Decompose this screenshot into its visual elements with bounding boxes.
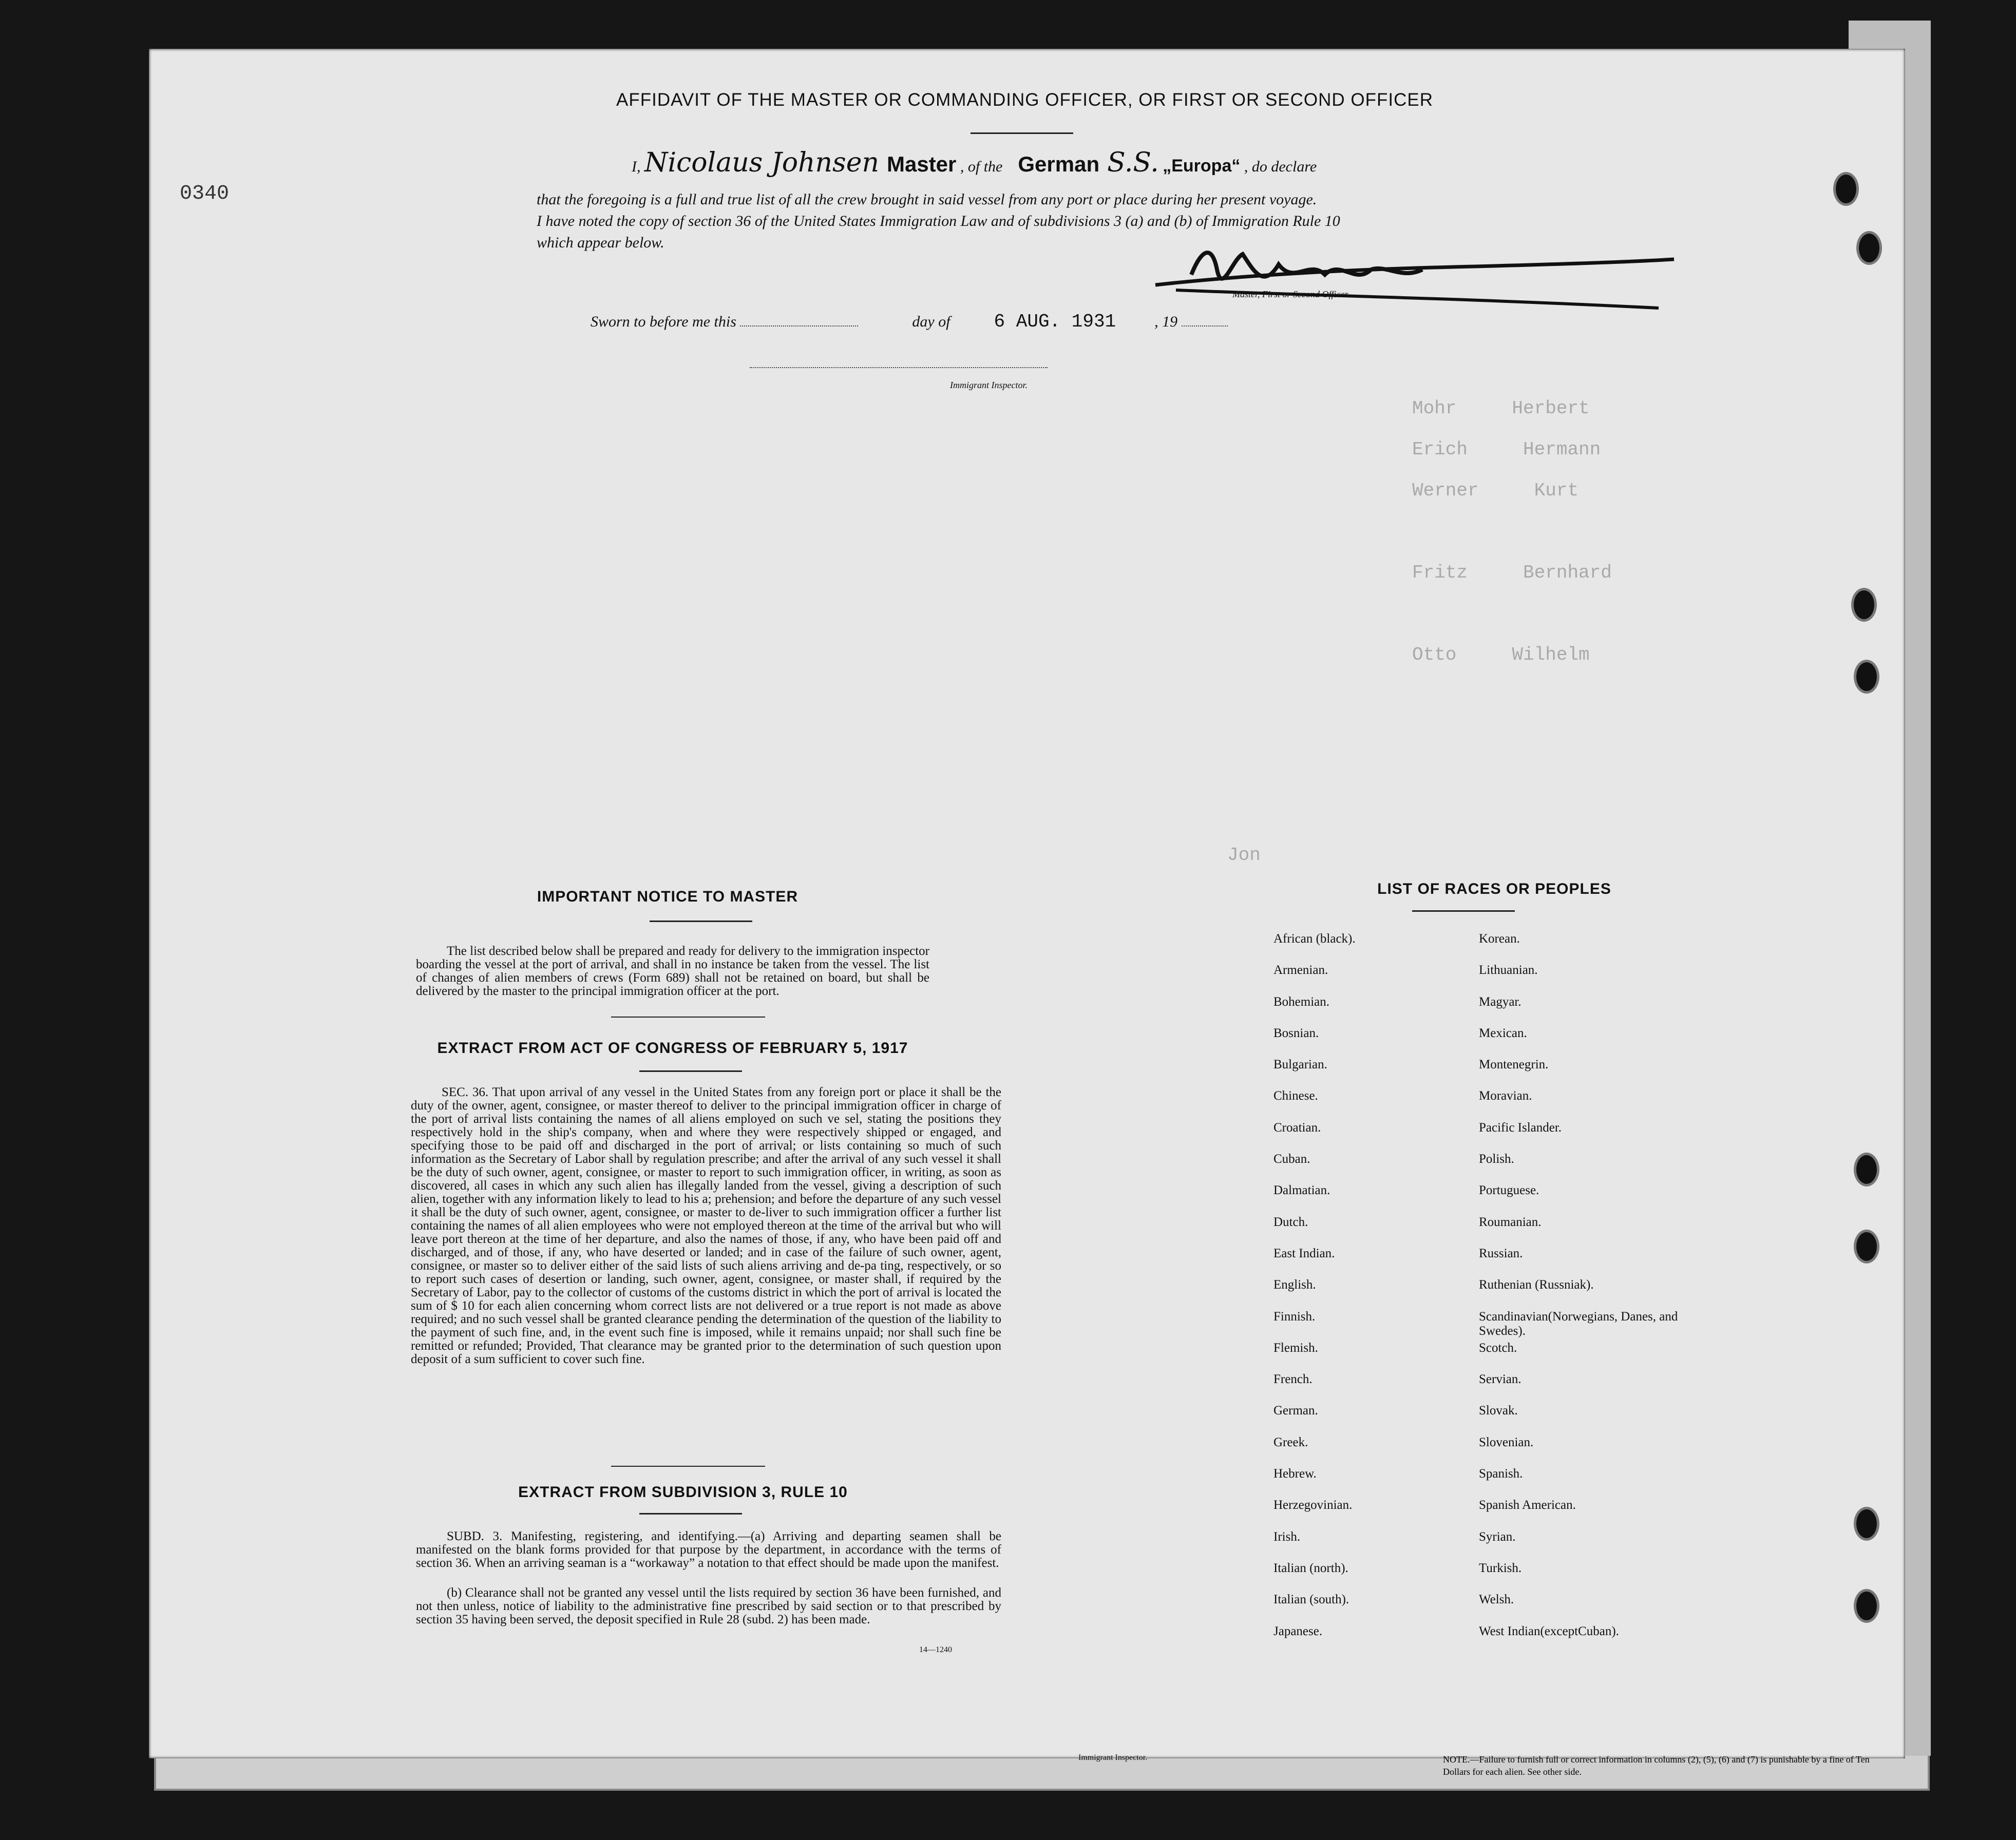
vessel-prefix: S.S. xyxy=(1107,147,1159,178)
bleed-through-text: Mohr Herbert xyxy=(1412,398,1590,419)
races-right-column xyxy=(1479,932,1695,1656)
rule-text-b: (b) Clearance shall not be granted any vessel until the lists required by section 36 have been furnished, and not then unless, notice of liability to the administrative fine prescribed by said section or to that prescribed by section 35 having been served, the deposit specified in Rule 28 (subd. 2) has been made. xyxy=(416,1586,1001,1626)
of-the-text: , of the xyxy=(960,158,1003,175)
signature-label: Master, First or Second Officer. xyxy=(1232,289,1349,299)
footer-note: NOTE.—Failure to furnish full or correct information in columns (2), (5), (6) and (7) is punishable by a fine of Ten Dollars for each alien. See other side. xyxy=(1443,1754,1870,1777)
race-item: Portuguese. xyxy=(1479,1183,1539,1198)
race-item: Spanish American. xyxy=(1479,1498,1576,1512)
race-item: Bohemian. xyxy=(1273,994,1330,1009)
act-heading: EXTRACT FROM ACT OF CONGRESS OF FEBRUARY 5, 1917 xyxy=(437,1040,908,1057)
race-item: Servian. xyxy=(1479,1372,1521,1387)
race-item: Korean. xyxy=(1479,932,1520,946)
declaration-line-2: that the foregoing is a full and true list of all the crew brought in said vessel from any port or place during her present voyage. xyxy=(537,191,1317,208)
race-item: German. xyxy=(1273,1404,1318,1418)
footer-inspector-label: Immigrant Inspector. xyxy=(1078,1753,1148,1762)
race-item: Flemish. xyxy=(1273,1340,1318,1355)
rule-heading: EXTRACT FROM SUBDIVISION 3, RULE 10 xyxy=(518,1484,848,1501)
divider xyxy=(611,1466,765,1467)
race-item: Magyar. xyxy=(1479,994,1521,1009)
divider xyxy=(639,1070,742,1072)
divider xyxy=(650,921,752,922)
affidavit-title: AFFIDAVIT OF THE MASTER OR COMMANDING OFFICER, OR FIRST OR SECOND OFFICER xyxy=(616,90,1434,110)
race-item: Croatian. xyxy=(1273,1120,1321,1135)
divider xyxy=(611,1017,765,1018)
punch-hole xyxy=(1854,1507,1879,1541)
sworn-line xyxy=(591,311,1228,333)
bleed-through-text: Jon xyxy=(1227,845,1261,866)
race-item: Italian (south). xyxy=(1273,1593,1349,1607)
day-of-text: day of xyxy=(912,313,950,330)
year-text: , 19 xyxy=(1154,313,1178,330)
punch-hole xyxy=(1833,172,1859,206)
race-item: Pacific Islander. xyxy=(1479,1120,1562,1135)
punch-hole xyxy=(1851,588,1877,622)
race-item: Ruthenian (Russniak). xyxy=(1479,1278,1594,1292)
race-item: Chinese. xyxy=(1273,1089,1318,1103)
side-number: 0340 xyxy=(180,182,230,205)
nationality-text: German xyxy=(1018,152,1100,176)
race-item: Welsh. xyxy=(1479,1593,1514,1607)
divider xyxy=(971,132,1073,134)
races-left-column xyxy=(1273,932,1479,1656)
race-item: Polish. xyxy=(1479,1152,1514,1166)
form-number: 14—1240 xyxy=(919,1645,952,1654)
race-item: Dutch. xyxy=(1273,1215,1308,1229)
declaration-line-3: I have noted the copy of section 36 of the United States Immigration Law and of subdivisions 3 (a) and (b) of Immigration Rule 10 xyxy=(537,213,1340,229)
race-item: French. xyxy=(1273,1372,1313,1387)
race-item: Armenian. xyxy=(1273,963,1328,977)
race-item: Bosnian. xyxy=(1273,1026,1319,1040)
race-item: Japanese. xyxy=(1273,1624,1323,1638)
race-item: Montenegrin. xyxy=(1479,1058,1549,1072)
rank-text: Master xyxy=(886,152,957,176)
punch-hole xyxy=(1854,1589,1879,1623)
master-name: Nicolaus Johnsen xyxy=(644,147,879,178)
document-page xyxy=(149,49,1905,1762)
race-item: Irish. xyxy=(1273,1529,1301,1544)
race-item: Cuban. xyxy=(1273,1152,1310,1166)
race-item: Roumanian. xyxy=(1479,1215,1542,1229)
inspector-label: Immigrant Inspector. xyxy=(950,380,1028,390)
race-item: Turkish. xyxy=(1479,1561,1522,1575)
bleed-through-text: Otto Wilhelm xyxy=(1412,644,1590,665)
race-item: Slovak. xyxy=(1479,1404,1518,1418)
race-item: Slovenian. xyxy=(1479,1435,1534,1449)
sworn-text: Sworn to before me this xyxy=(591,313,736,330)
race-item: English. xyxy=(1273,1278,1316,1292)
race-item: Greek. xyxy=(1273,1435,1308,1449)
bleed-through-text: Fritz Bernhard xyxy=(1412,562,1612,583)
bleed-through-text: Werner Kurt xyxy=(1412,480,1579,501)
race-item: Mexican. xyxy=(1479,1026,1527,1040)
master-signature xyxy=(1145,239,1684,311)
race-item: Hebrew. xyxy=(1273,1467,1317,1481)
declaration-line-1 xyxy=(632,147,1317,178)
race-item: Lithuanian. xyxy=(1479,963,1538,977)
declaration-line-4: which appear below. xyxy=(537,234,664,251)
act-text: SEC. 36. That upon arrival of any vessel in the United States from any foreign port or place it shall be the duty of the owner, agent, consignee, or master thereof to deliver to the principal immigration officer in charge of the port of arrival lists containing the names of all aliens employed on such ve sel, stating the positions they respectively hold in the ship's company, when and where they were respectively shipped or engaged, and specifying those to be paid off and discharged in the port of arrival; or lists containing so much of such information as the Secretary of Labor shall by regulation prescribe; and after the arrival of any such vessel it shall be the duty of such owner, agent, consignee, or master to report to such immigration officer, in writing, as soon as discovered, all cases in which any such alien has illegally landed from the vessel, giving a description of such alien, together with any information likely to lead to his a; prehension; and before the departure of any such vessel it shall be the duty of such owner, agent, consignee, or master to de-liver to such immigration officer a further list containing the names of all alien employees who were not employed thereon at the time of the arrival but who will leave port thereon at the time of her departure, and also the names of those, if any, who have been paid off and discharged, and of those, if any, who have deserted or landed; and in case of the failure of such owner, agent, consignee, or master so to deliver either of the said lists of such aliens arriving and de-pa ting, respectively, or so to report such cases of desertion or landing, such owner, agent, consignee, or master shall, if required by the Secretary of Labor, pay to the collector of customs of the customs district in which the port of arrival is located the sum of $ 10 for each alien concerning whom correct lists are not delivered or a true report is not made as above required; and no such vessel shall be granted clearance pending the determination of the question of the liability to the payment of such fine, and, in the event such fine is imposed, while it remains unpaid; nor shall such fine be remitted or refunded; Provided, That clearance may be granted prior to the determination of such question upon deposit of a sum sufficient to cover such fine. xyxy=(411,1085,1001,1366)
punch-hole xyxy=(1856,231,1882,265)
race-item: Bulgarian. xyxy=(1273,1058,1327,1072)
punch-hole xyxy=(1854,1153,1879,1186)
race-item: East Indian. xyxy=(1273,1246,1335,1260)
punch-hole xyxy=(1854,660,1879,694)
declare-text: , do declare xyxy=(1244,158,1317,175)
rule-text-a: SUBD. 3. Manifesting, registering, and identifying.—(a) Arriving and departing seamen shall be manifested on the blank forms provided for that purpose by the department, in accordance with the terms of section 36. When an arriving seaman is a “workaway” a notation to that effect should be made upon the manifest. xyxy=(416,1529,1001,1570)
divider xyxy=(639,1513,742,1515)
race-item: Scotch. xyxy=(1479,1340,1517,1355)
punch-hole xyxy=(1854,1230,1879,1263)
bleed-through-text: Erich Hermann xyxy=(1412,439,1601,460)
race-item: Dalmatian. xyxy=(1273,1183,1330,1198)
divider xyxy=(1412,910,1515,912)
race-item: Syrian. xyxy=(1479,1529,1516,1544)
race-item: Scandinavian(Norwegians, Danes, and Swedes). xyxy=(1479,1309,1678,1338)
race-item: Moravian. xyxy=(1479,1089,1532,1103)
date-stamp: 6 AUG. 1931 xyxy=(994,311,1116,332)
prefix-text: I, xyxy=(632,158,641,175)
notice-text: The list described below shall be prepared and ready for delivery to the immigration inspector boarding the vessel at the port of arrival, and shall in no instance be taken from the vessel. The list of changes of alien members of crews (Form 689) shall not be retained on board, but shall be delivered by the master to the principal immigration officer at the port. xyxy=(416,944,929,998)
notice-heading: IMPORTANT NOTICE TO MASTER xyxy=(537,888,798,905)
race-item: African (black). xyxy=(1273,932,1356,946)
race-item: Spanish. xyxy=(1479,1467,1523,1481)
inspector-signature-line xyxy=(750,367,1048,368)
race-item: West Indian(exceptCuban). xyxy=(1479,1624,1619,1638)
race-item: Russian. xyxy=(1479,1246,1523,1260)
race-item: Italian (north). xyxy=(1273,1561,1348,1575)
race-item: Finnish. xyxy=(1273,1309,1316,1324)
race-item: Herzegovinian. xyxy=(1273,1498,1353,1512)
vessel-name: „Europa“ xyxy=(1163,156,1241,176)
races-heading: LIST OF RACES OR PEOPLES xyxy=(1377,880,1611,897)
